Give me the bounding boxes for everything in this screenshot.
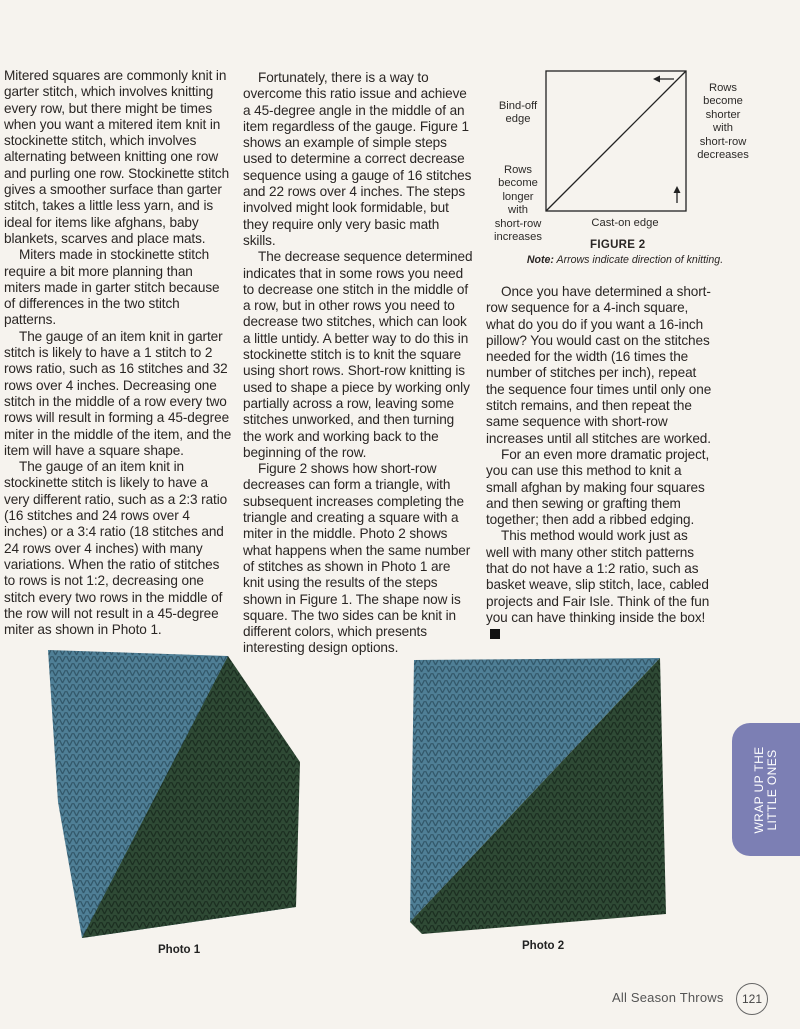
paragraph-text: This method would work just as well with many other stitch patterns that do not have a 1:2 ratio, such as basket weave, slip stitch, lace, cabled projects and Fair Isle. Think of the fun you can have thinking inside the box! — [486, 528, 710, 625]
arrow-up-icon — [674, 186, 681, 203]
article-column-2 — [243, 70, 473, 657]
photo-2-knit-swatch — [404, 652, 674, 937]
paragraph: Figure 2 shows how short-row decreases can form a triangle, with subsequent increases completing the triangle and creating a square with a miter in the middle. Photo 2 shows what happens when the same number of stitches as shown in Photo 1 are knit using the results of the steps shown in Figure 1. The shape now is square. The two sides can be knit in different colors, which presents interesting design options. — [243, 461, 471, 656]
end-mark-icon — [490, 629, 500, 639]
book-title: All Season Throws — [612, 990, 724, 1005]
paragraph: The gauge of an item knit in garter stitch is likely to have a 1 stitch to 2 rows ratio, such as 16 stitches and 32 rows over 4 inches. Decreasing one stitch in the middle of a row every two rows will result in forming a 45-degree miter in the middle of the item, and the item will have a square shape. — [4, 328, 232, 458]
miter-diagonal — [546, 71, 686, 211]
paragraph — [486, 528, 714, 642]
paragraph: The gauge of an item knit in stockinette stitch is likely to have a very different ratio, such as a 2:3 ratio (16 stitches and 24 rows over 4 inches) or a 3:4 ratio (18 stitches and 24 rows over 4 inches) with many variations. When the ratio of stitches to rows is not 1:2, decreasing one stitch every two rows in the middle of the row will not result in a 45-degree miter as shown in Photo 1. — [4, 459, 228, 638]
paragraph: The decrease sequence determined indicates that in some rows you need to decrease one stitch in the middle of a row, but in other rows you need to decrease two stitches, which can look a little untidy. A better way to do this in stockinette stitch is to knit the square using short rows. Short-row knitting is used to shape a piece by working only partially across a row, leaving some stitches unworked, and then turning the work and working back to the beginning of the row. — [243, 249, 473, 460]
rows-shorter-label: Rows become shorter with short-row decreases — [697, 82, 749, 162]
bind-off-label: Bind-off edge — [498, 100, 538, 126]
figure-caption: FIGURE 2 — [590, 239, 646, 251]
photo-2-caption: Photo 2 — [522, 940, 565, 952]
paragraph: For an even more dramatic project, you can use this method to knit a small afghan by making four squares and then sewing or grafting them together; then add a ribbed edging. — [486, 446, 710, 528]
paragraph: Once you have determined a short-row sequence for a 4-inch square, what do you do if you want a 16-inch pillow? You would cast on the stitches needed for the width (16 times the number of stitches per inch), repeat the sequence four times until only one stitch remains, and then repeat the same sequence with short-row increases until all stitches are worked. — [486, 284, 712, 446]
photo-1-caption: Photo 1 — [158, 944, 201, 956]
article-column-3 — [486, 284, 714, 643]
photo-1-knit-swatch — [38, 642, 338, 942]
cast-on-label: Cast-on edge — [591, 217, 659, 229]
chapter-side-tab — [732, 723, 800, 856]
arrow-left-icon — [653, 76, 674, 83]
rows-longer-label: Rows become longer with short-row increases — [494, 164, 542, 244]
page-number: 121 — [736, 983, 768, 1015]
figure-note: Note: Arrows indicate direction of knitting. — [526, 254, 724, 266]
article-column-1 — [4, 68, 232, 638]
paragraph: Miters made in stockinette stitch require a bit more planning than miters made in garter stitch because of differences in the two stitch patterns. — [4, 247, 220, 328]
paragraph: Mitered squares are commonly knit in garter stitch, which involves knitting every row, but there might be times when you want a mitered item knit in stockinette stitch, which involves alternating between knitting one row and purling one row. Stockinette stitch gives a smoother surface than garter stitch, takes a little less yarn, and is ideal for items like afghans, baby blankets, scarves and place mats. — [4, 68, 230, 246]
chapter-tab-label: WRAP UP THE LITTLE ONES — [752, 745, 779, 834]
paragraph: Fortunately, there is a way to overcome this ratio issue and achieve a 45-degree angle in the middle of an item regardless of the gauge. Figure 1 shows an example of simple steps used to determine a correct decrease sequence using a gauge of 16 stitches and 22 rows over 4 inches. The steps involved might look formidable, but they require only very basic math skills. — [243, 70, 472, 248]
figure-2 — [490, 66, 760, 276]
